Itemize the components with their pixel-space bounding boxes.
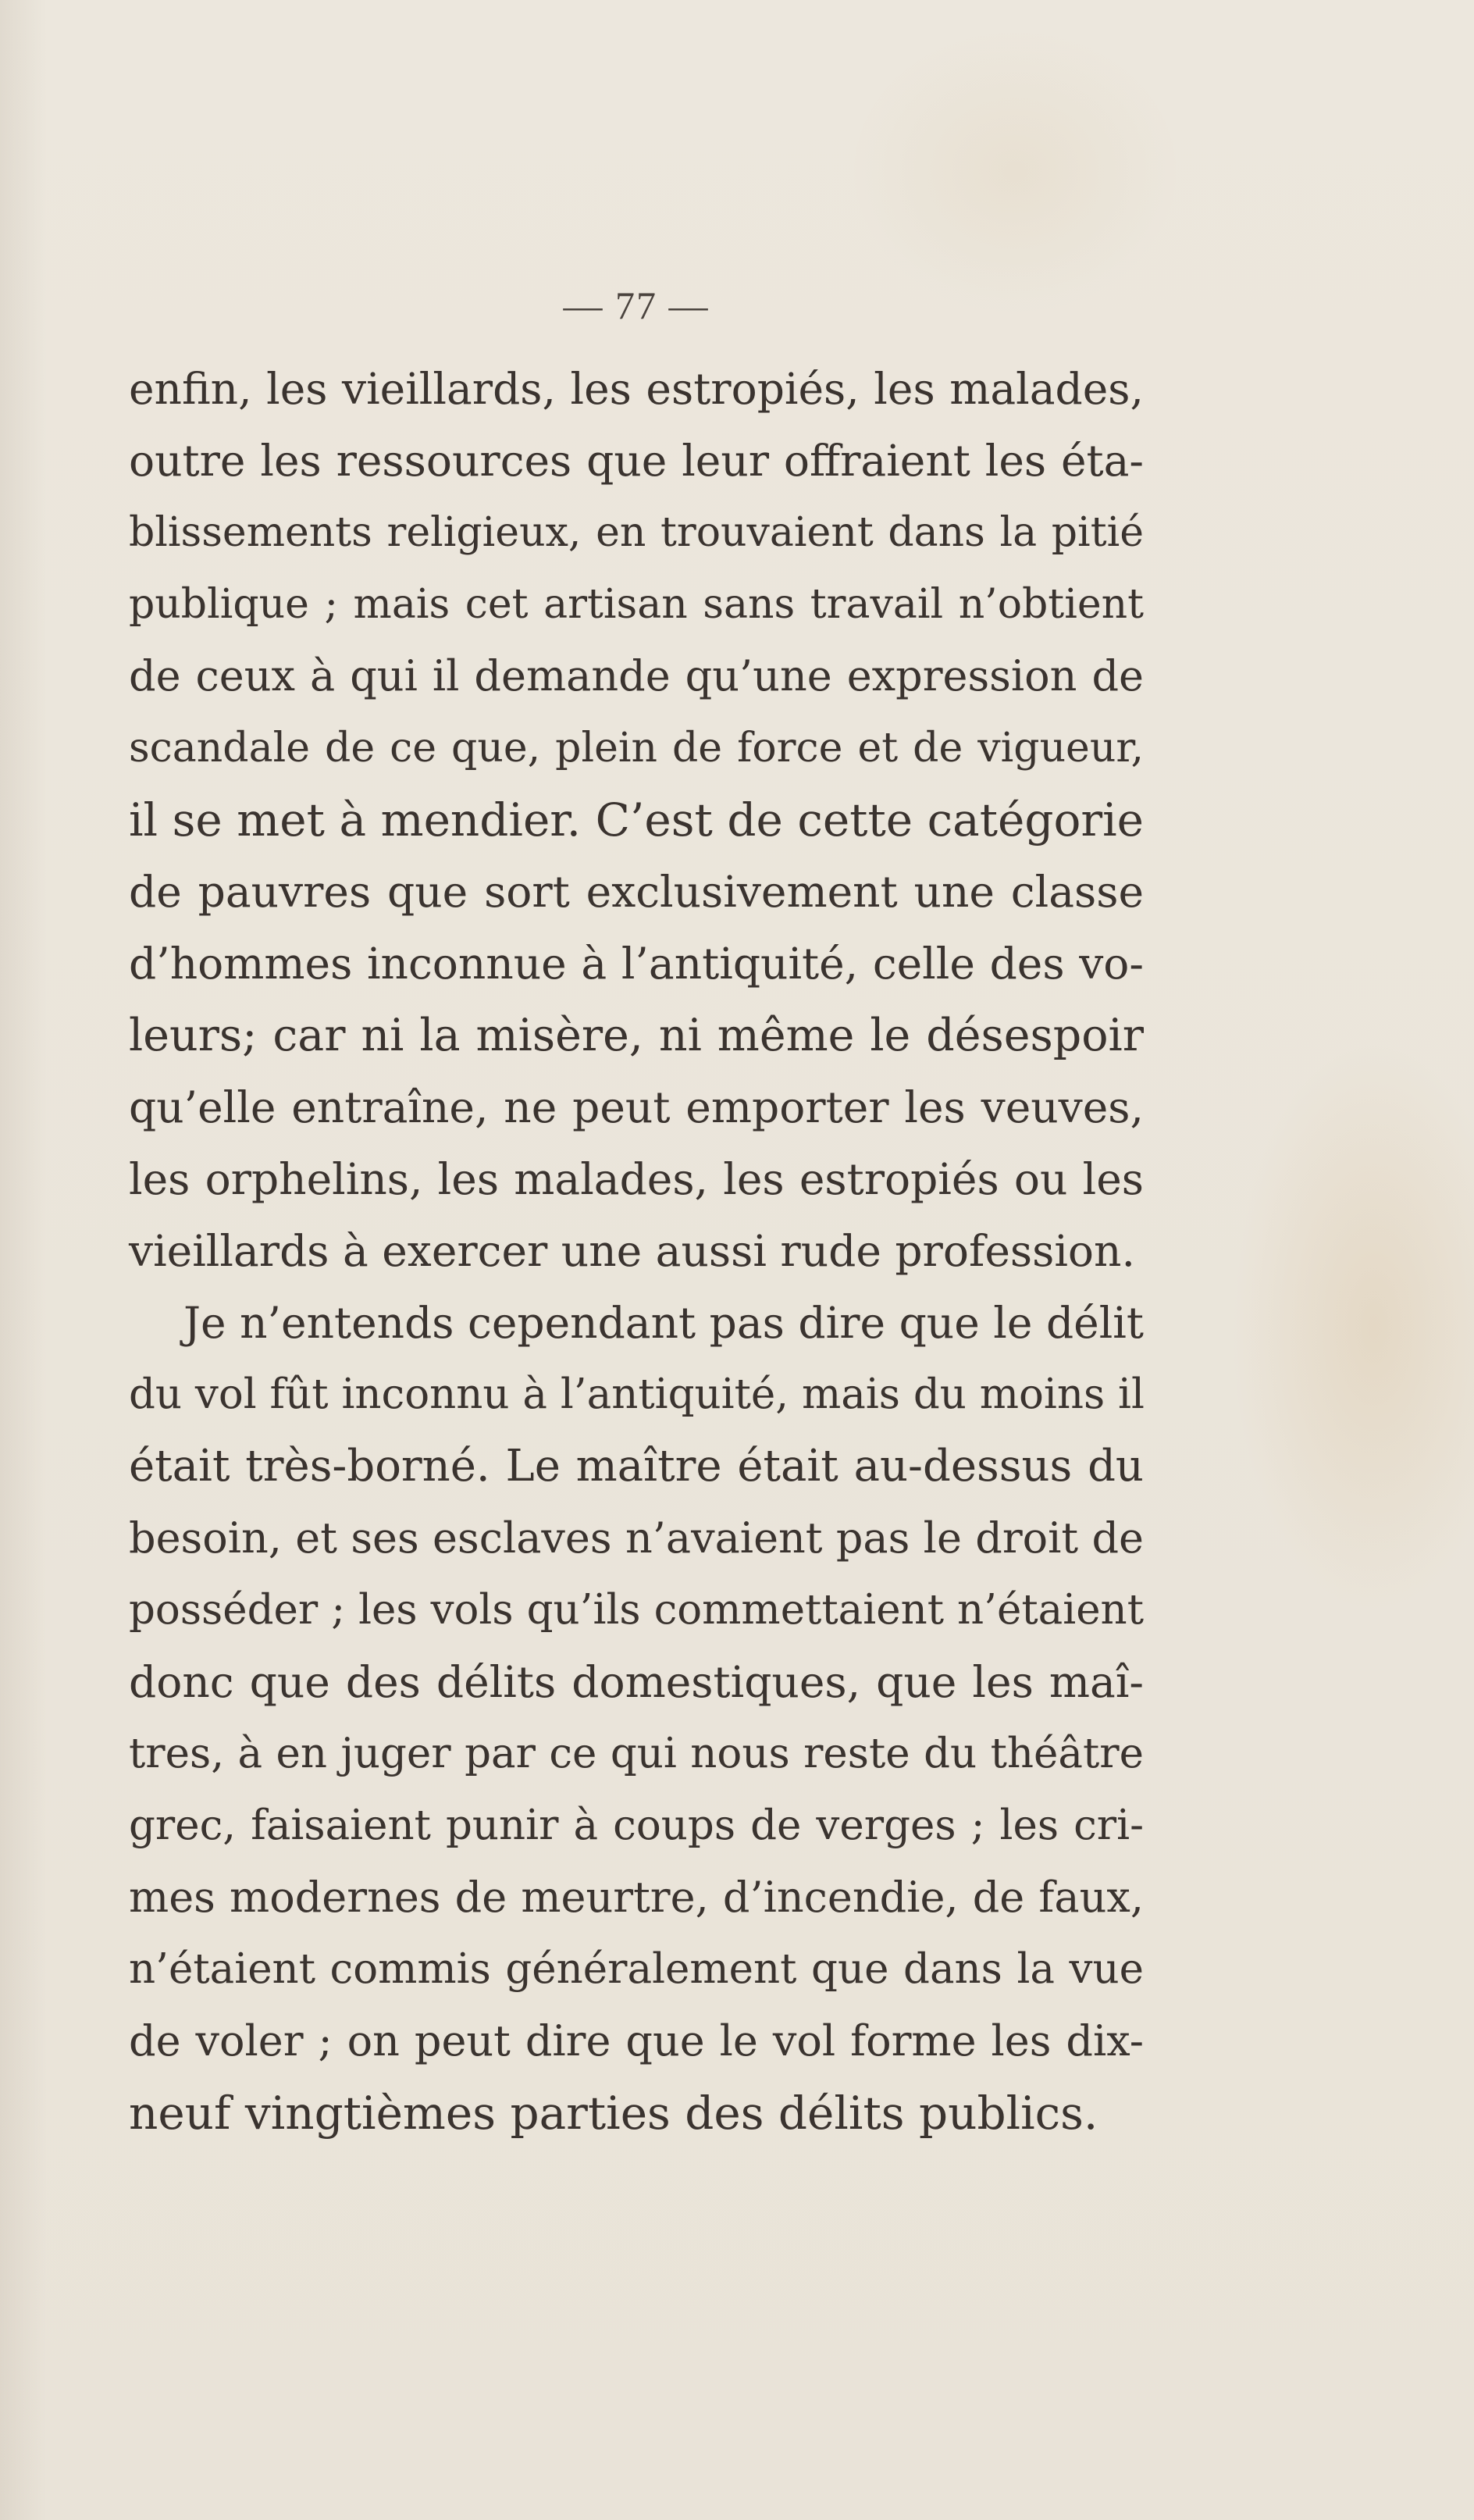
- text-line: du vol fût inconnu à l’antiquité, mais du moins il: [129, 1370, 1145, 1418]
- text-line: vieillards à exercer une aussi rude profession.: [129, 1226, 1135, 1276]
- text-line: qu’elle entraîne, ne peut emporter les veuves,: [129, 1082, 1144, 1132]
- text-line: il se met à mendier. C’est de cette catégorie: [129, 793, 1144, 847]
- text-line: posséder ; les vols qu’ils commettaient n’étaient: [129, 1586, 1144, 1634]
- text-line: enfin, les vieillards, les estropiés, les malades,: [129, 364, 1144, 414]
- text-line: neuf vingtièmes parties des délits publics.: [129, 2087, 1098, 2140]
- text-line: n’étaient commis généralement que dans la vue: [129, 1945, 1144, 1993]
- text-line: besoin, et ses esclaves n’avaient pas le droit de: [129, 1513, 1144, 1563]
- text-line: était très-borné. Le maître était au-dessus du: [129, 1441, 1144, 1492]
- text-line: donc que des délits domestiques, que les maî-: [129, 1657, 1144, 1707]
- text-line: de voler ; on peut dire que le vol forme les dix-: [129, 2016, 1144, 2066]
- text-line: publique ; mais cet artisan sans travail n’obtient: [129, 581, 1144, 628]
- text-line: scandale de ce que, plein de force et de vigueur,: [129, 725, 1144, 772]
- text-line: de pauvres que sort exclusivement une classe: [129, 867, 1144, 917]
- text-line: Je n’entends cependant pas dire que le délit: [183, 1298, 1144, 1348]
- text-line: grec, faisaient punir à coups de verges ; les cri-: [129, 1802, 1144, 1849]
- text-line: tres, à en juger par ce qui nous reste du théâtre: [129, 1730, 1144, 1777]
- text-line: d’hommes inconnue à l’antiquité, celle des vo-: [129, 939, 1144, 989]
- text-line: outre les ressources que leur offraient les éta-: [129, 436, 1144, 486]
- text-line: leurs; car ni la misère, ni même le désespoir: [129, 1010, 1144, 1061]
- text-line: blissements religieux, en trouvaient dans la pitié: [129, 509, 1144, 556]
- text-line: les orphelins, les malades, les estropiés ou les: [129, 1154, 1144, 1204]
- text-line: mes modernes de meurtre, d’incendie, de faux,: [129, 1873, 1144, 1922]
- page-number: — 77 —: [563, 283, 710, 327]
- text-line: de ceux à qui il demande qu’une expression de: [129, 651, 1144, 700]
